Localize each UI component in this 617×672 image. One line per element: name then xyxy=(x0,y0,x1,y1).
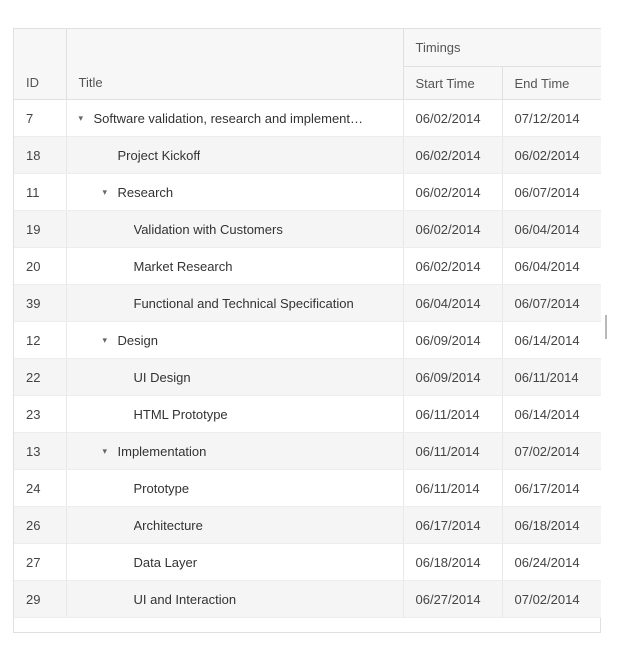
cell-start-time: 06/17/2014 xyxy=(403,507,502,544)
cell-start-time: 06/11/2014 xyxy=(403,396,502,433)
column-header-end-time[interactable]: End Time xyxy=(502,67,601,100)
treegrid-panel xyxy=(13,28,601,633)
title-label: Architecture xyxy=(133,518,203,534)
cell-end-time: 06/24/2014 xyxy=(502,544,601,581)
table-row[interactable] xyxy=(14,359,601,396)
cell-end-time: 06/18/2014 xyxy=(502,507,601,544)
header-spacer-id xyxy=(14,29,66,67)
cell-title xyxy=(66,174,403,211)
cell-title xyxy=(66,433,403,470)
cell-end-time: 06/07/2014 xyxy=(502,174,601,211)
cell-id: 29 xyxy=(14,581,66,618)
table-row[interactable] xyxy=(14,507,601,544)
title-label: Project Kickoff xyxy=(117,148,201,164)
grid-bottom-filler xyxy=(14,618,600,632)
cell-end-time: 06/04/2014 xyxy=(502,248,601,285)
title-label: Market Research xyxy=(133,259,233,275)
header-spacer-title xyxy=(66,29,403,67)
title-label: Validation with Customers xyxy=(133,222,283,238)
cell-id: 27 xyxy=(14,544,66,581)
cell-end-time: 06/14/2014 xyxy=(502,396,601,433)
title-label: UI Design xyxy=(133,370,191,386)
cell-title xyxy=(66,544,403,581)
treegrid-header xyxy=(14,29,601,100)
column-header-start-time[interactable]: Start Time xyxy=(403,67,502,100)
cell-title xyxy=(66,396,403,433)
cell-start-time: 06/02/2014 xyxy=(403,137,502,174)
title-indent-wrapper xyxy=(79,258,233,274)
scroll-marker[interactable] xyxy=(605,315,607,339)
cell-title xyxy=(66,359,403,396)
title-label: Implementation xyxy=(117,444,207,460)
treegrid xyxy=(14,29,601,618)
table-row[interactable] xyxy=(14,137,601,174)
title-indent-wrapper xyxy=(79,517,203,533)
cell-title xyxy=(66,581,403,618)
title-indent-wrapper xyxy=(79,443,207,459)
cell-end-time: 06/07/2014 xyxy=(502,285,601,322)
cell-id: 23 xyxy=(14,396,66,433)
title-indent-wrapper xyxy=(79,369,191,385)
cell-end-time: 06/02/2014 xyxy=(502,137,601,174)
title-indent-wrapper xyxy=(79,480,190,496)
cell-title xyxy=(66,470,403,507)
title-indent-wrapper xyxy=(79,295,354,311)
cell-id: 7 xyxy=(14,100,66,137)
cell-start-time: 06/02/2014 xyxy=(403,174,502,211)
cell-id: 24 xyxy=(14,470,66,507)
chevron-down-icon[interactable]: ▾ xyxy=(102,187,108,198)
title-indent-wrapper xyxy=(79,332,158,348)
cell-start-time: 06/11/2014 xyxy=(403,433,502,470)
table-row[interactable] xyxy=(14,248,601,285)
cell-id: 19 xyxy=(14,211,66,248)
cell-start-time: 06/02/2014 xyxy=(403,211,502,248)
cell-end-time: 07/02/2014 xyxy=(502,433,601,470)
column-header-title[interactable]: Title xyxy=(66,67,403,100)
cell-start-time: 06/09/2014 xyxy=(403,322,502,359)
cell-title xyxy=(66,211,403,248)
cell-id: 22 xyxy=(14,359,66,396)
chevron-down-icon[interactable]: ▾ xyxy=(102,446,108,457)
cell-title xyxy=(66,507,403,544)
cell-end-time: 06/17/2014 xyxy=(502,470,601,507)
cell-start-time: 06/11/2014 xyxy=(403,470,502,507)
column-header-id[interactable]: ID xyxy=(14,67,66,100)
title-indent-wrapper xyxy=(79,221,283,237)
table-row[interactable] xyxy=(14,396,601,433)
cell-start-time: 06/27/2014 xyxy=(403,581,502,618)
cell-end-time: 06/11/2014 xyxy=(502,359,601,396)
cell-title xyxy=(66,137,403,174)
title-indent-wrapper xyxy=(79,591,237,607)
chevron-down-icon[interactable]: ▾ xyxy=(78,113,84,124)
table-row[interactable] xyxy=(14,433,601,470)
title-indent-wrapper xyxy=(79,406,228,422)
title-label: Design xyxy=(117,333,158,349)
table-row[interactable] xyxy=(14,322,601,359)
cell-id: 11 xyxy=(14,174,66,211)
cell-title xyxy=(66,285,403,322)
cell-id: 12 xyxy=(14,322,66,359)
table-row[interactable] xyxy=(14,285,601,322)
table-row[interactable] xyxy=(14,211,601,248)
cell-start-time: 06/04/2014 xyxy=(403,285,502,322)
cell-end-time: 07/02/2014 xyxy=(502,581,601,618)
cell-start-time: 06/18/2014 xyxy=(403,544,502,581)
title-label: Data Layer xyxy=(133,555,198,571)
title-indent-wrapper xyxy=(79,147,201,163)
cell-title xyxy=(66,322,403,359)
table-row[interactable] xyxy=(14,544,601,581)
cell-end-time: 07/12/2014 xyxy=(502,100,601,137)
table-row[interactable] xyxy=(14,470,601,507)
cell-end-time: 06/04/2014 xyxy=(502,211,601,248)
title-indent-wrapper xyxy=(79,110,364,126)
title-indent-wrapper xyxy=(79,184,174,200)
cell-title xyxy=(66,100,403,137)
cell-start-time: 06/02/2014 xyxy=(403,248,502,285)
title-indent-wrapper xyxy=(79,554,198,570)
table-row[interactable] xyxy=(14,581,601,618)
cell-id: 39 xyxy=(14,285,66,322)
cell-title xyxy=(66,248,403,285)
chevron-down-icon[interactable]: ▾ xyxy=(102,335,108,346)
cell-id: 18 xyxy=(14,137,66,174)
cell-id: 26 xyxy=(14,507,66,544)
title-label: Functional and Technical Specification xyxy=(133,296,354,312)
cell-id: 13 xyxy=(14,433,66,470)
cell-start-time: 06/02/2014 xyxy=(403,100,502,137)
column-group-timings[interactable]: Timings xyxy=(403,29,601,67)
title-label: UI and Interaction xyxy=(133,592,237,608)
cell-start-time: 06/09/2014 xyxy=(403,359,502,396)
cell-end-time: 06/14/2014 xyxy=(502,322,601,359)
title-label: Research xyxy=(117,185,174,201)
table-row[interactable] xyxy=(14,174,601,211)
table-row[interactable] xyxy=(14,100,601,137)
title-label: Software validation, research and implement… xyxy=(93,111,364,127)
title-label: Prototype xyxy=(133,481,190,497)
treegrid-body xyxy=(14,100,601,618)
title-label: HTML Prototype xyxy=(133,407,228,423)
cell-id: 20 xyxy=(14,248,66,285)
